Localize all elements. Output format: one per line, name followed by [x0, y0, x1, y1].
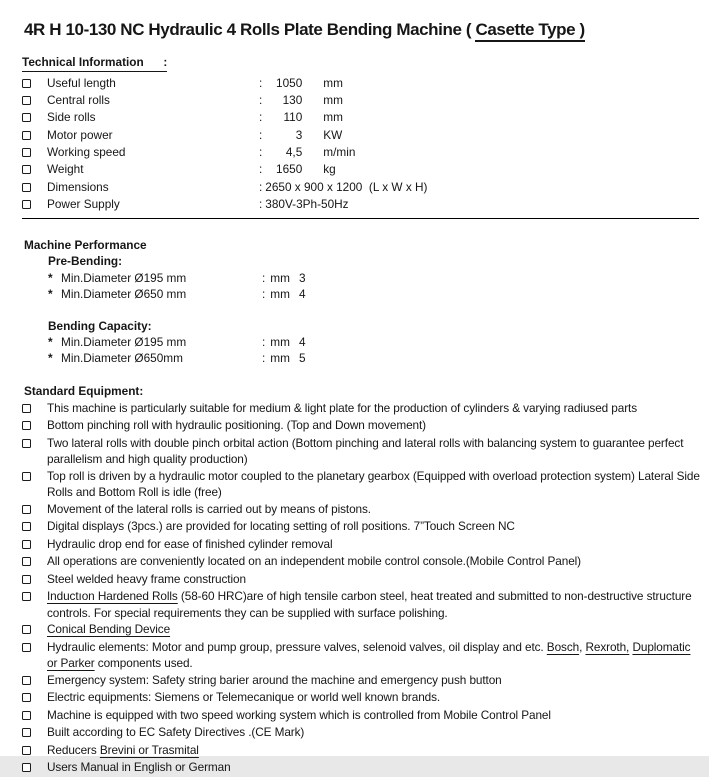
underlined-text-segment: Brevini or Trasmital	[99, 742, 199, 757]
colon-separator: :	[262, 351, 266, 366]
equipment-text	[47, 553, 702, 571]
text-segment: Steel welded heavy frame construction	[47, 571, 246, 586]
spec-label: Dimensions	[47, 179, 109, 194]
bullet-cell	[22, 435, 47, 468]
underlined-text-segment: Rexroth,	[585, 639, 630, 654]
equipment-item	[22, 672, 702, 690]
equipment-item	[22, 571, 702, 589]
performance-unit: mm	[270, 270, 290, 285]
spec-label: Side rolls	[47, 110, 96, 125]
performance-row	[22, 270, 702, 286]
underlined-text-segment: Inductıon Hardened Rolls	[47, 589, 178, 604]
bullet-square-icon	[22, 676, 31, 685]
bullet-square-icon	[22, 165, 31, 174]
performance-value: 5	[298, 351, 306, 366]
equipment-item	[22, 707, 702, 725]
bullet-square-icon	[22, 404, 31, 413]
technical-row	[22, 179, 702, 196]
performance-row	[22, 334, 702, 350]
bullet-square-icon	[22, 540, 31, 549]
colon-separator: :	[259, 93, 263, 108]
colon-separator: :	[259, 196, 263, 211]
bullet-square-icon	[22, 693, 31, 702]
bullet-cell	[22, 144, 47, 161]
equipment-item	[22, 689, 702, 707]
equipment-item	[22, 417, 702, 435]
text-segment: Movement of the lateral rolls is carried out by means of pistons.	[47, 501, 371, 516]
technical-row	[22, 161, 702, 178]
spec-label: Useful length	[47, 75, 116, 90]
bullet-square-icon	[22, 421, 31, 430]
bullet-cell	[22, 707, 47, 725]
equipment-item	[22, 518, 702, 536]
equipment-text	[47, 672, 702, 690]
text-segment: Reducers	[47, 742, 100, 757]
bullet-square-icon	[22, 557, 31, 566]
text-segment: All operations are conveniently located on an independent mobile control console.(Mobile Control Panel)	[47, 554, 581, 569]
colon-separator: :	[259, 179, 263, 194]
spec-value-group	[259, 144, 702, 161]
bullet-cell	[22, 92, 47, 109]
performance-group	[22, 318, 702, 367]
equipment-text	[47, 639, 702, 672]
bullet-cell	[22, 689, 47, 707]
bullet-cell	[22, 417, 47, 435]
text-segment: Built according to EC Safety Directives .(CE Mark)	[47, 725, 305, 740]
spec-value: 380V-3Ph-50Hz	[265, 196, 349, 211]
bullet-square-icon	[22, 472, 31, 481]
performance-label: Min.Diameter Ø650mm	[61, 351, 183, 366]
performance-row	[22, 350, 702, 366]
colon-separator: :	[259, 144, 263, 159]
colon-separator: :	[259, 162, 263, 177]
equipment-text	[47, 759, 702, 777]
document-title-underlined: Casette Type )	[475, 20, 584, 42]
bullet-square-icon	[22, 522, 31, 531]
text-segment: Hydraulic elements: Motor and pump group, pressure valves, selenoid valves, oil display and etc.	[47, 639, 547, 654]
equipment-item	[22, 742, 702, 760]
colon-separator: :	[262, 287, 266, 302]
performance-value: 4	[298, 334, 306, 349]
bullet-cell	[22, 553, 47, 571]
spec-value: 1650	[276, 162, 303, 177]
technical-information-section	[22, 54, 702, 72]
spec-value-group	[259, 75, 702, 92]
bullet-cell	[22, 759, 47, 777]
standard-equipment-list	[22, 400, 702, 777]
technical-information-list	[22, 75, 702, 213]
bullet-square-icon	[22, 148, 31, 157]
equipment-text	[47, 435, 702, 468]
spec-unit: mm	[323, 93, 343, 108]
performance-unit: mm	[270, 351, 290, 366]
machine-performance-list	[22, 253, 702, 366]
performance-label: Min.Diameter Ø195 mm	[61, 334, 187, 349]
bullet-cell	[22, 400, 47, 418]
spec-value: 2650 x 900 x 1200 (L x W x H)	[265, 179, 428, 194]
spec-label: Weight	[47, 162, 84, 177]
equipment-text	[47, 621, 702, 639]
bullet-cell	[22, 621, 47, 639]
spec-value: 110	[283, 110, 303, 125]
bullet-cell	[22, 536, 47, 554]
equipment-item	[22, 588, 702, 621]
text-segment: ,	[579, 639, 586, 654]
bullet-cell	[22, 518, 47, 536]
spec-label: Working speed	[47, 144, 126, 159]
performance-unit: mm	[270, 287, 290, 302]
underlined-text-segment: Conical Bending Device	[47, 622, 171, 637]
spec-value-group	[259, 109, 702, 126]
performance-label: Min.Diameter Ø650 mm	[61, 287, 187, 302]
colon-separator: :	[259, 110, 263, 125]
performance-label: Min.Diameter Ø195 mm	[61, 270, 187, 285]
standard-equipment-heading: Standard Equipment:	[24, 383, 144, 398]
text-segment: Users Manual in English or German	[47, 760, 231, 775]
performance-group-heading: Bending Capacity:	[48, 318, 152, 333]
technical-row	[22, 92, 702, 109]
bullet-cell	[22, 588, 47, 621]
asterisk-marker: *	[48, 287, 53, 302]
bullet-cell	[22, 75, 47, 92]
technical-row	[22, 144, 702, 161]
spec-value-group	[259, 161, 702, 178]
bullet-cell	[22, 196, 47, 213]
equipment-text	[47, 518, 702, 536]
spec-value-group	[259, 179, 702, 196]
text-segment: (58-60 HRC)are of high tensile carbon steel, heat treated and submitted to non-destructive structure controls. For special requirements they can be supplied with surface polishing.	[47, 589, 692, 620]
text-segment: Bottom pinching roll with hydraulic positioning. (Top and Down movement)	[47, 418, 427, 433]
text-segment: Electric equipments: Siemens or Telemecanique or world well known brands.	[47, 690, 441, 705]
bullet-cell	[22, 639, 47, 672]
underlined-text-segment: Duplomatic or Parker	[47, 639, 691, 671]
section-divider	[22, 218, 699, 219]
spec-label: Central rolls	[47, 93, 110, 108]
bullet-square-icon	[22, 746, 31, 755]
equipment-item	[22, 639, 702, 672]
equipment-item	[22, 400, 702, 418]
technical-row	[22, 196, 702, 213]
technical-row	[22, 127, 702, 144]
bullet-square-icon	[22, 439, 31, 448]
spec-unit: m/min	[323, 144, 356, 159]
bullet-square-icon	[22, 592, 31, 601]
equipment-text	[47, 468, 702, 501]
equipment-text	[47, 400, 702, 418]
colon-separator: :	[259, 127, 263, 142]
spec-unit: mm	[323, 110, 343, 125]
colon-separator: :	[262, 334, 266, 349]
bullet-square-icon	[22, 643, 31, 652]
equipment-text	[47, 536, 702, 554]
spec-label: Motor power	[47, 127, 113, 142]
bullet-cell	[22, 501, 47, 519]
bullet-cell	[22, 161, 47, 178]
bullet-square-icon	[22, 79, 31, 88]
text-segment: components used.	[94, 656, 193, 671]
colon-separator: :	[262, 270, 266, 285]
performance-value: 3	[298, 270, 306, 285]
underlined-text-segment: Bosch	[546, 639, 580, 654]
equipment-item	[22, 621, 702, 639]
bullet-square-icon	[22, 183, 31, 192]
performance-group	[22, 253, 702, 302]
technical-information-heading: Technical Information :	[22, 54, 167, 72]
equipment-text	[47, 742, 702, 760]
asterisk-marker: *	[48, 270, 53, 285]
bullet-cell	[22, 179, 47, 196]
bullet-square-icon	[22, 200, 31, 209]
equipment-item	[22, 435, 702, 468]
spec-unit: mm	[323, 75, 343, 90]
equipment-item	[22, 759, 702, 777]
bullet-cell	[22, 127, 47, 144]
bullet-cell	[22, 672, 47, 690]
text-segment: Machine is equipped with two speed working system which is controlled from Mobile Control Panel	[47, 707, 551, 722]
bullet-cell	[22, 724, 47, 742]
text-segment: Emergency system: Safety string barier around the machine and emergency push button	[47, 672, 502, 687]
bullet-square-icon	[22, 96, 31, 105]
spec-value: 130	[282, 93, 303, 108]
equipment-text	[47, 689, 702, 707]
spec-unit: KW	[323, 127, 343, 142]
bullet-cell	[22, 468, 47, 501]
text-segment: Two lateral rolls with double pinch orbital action (Bottom pinching and lateral rolls with balancing system to guarantee perfect parallelism and high quality production)	[47, 435, 684, 467]
asterisk-marker: *	[48, 334, 53, 349]
bullet-square-icon	[22, 131, 31, 140]
bullet-square-icon	[22, 113, 31, 122]
asterisk-marker: *	[48, 351, 53, 366]
bullet-square-icon	[22, 625, 31, 634]
text-segment: Hydraulic drop end for ease of finished cylinder removal	[47, 536, 333, 551]
text-segment: This machine is particularly suitable for medium & light plate for the production of cylinders & varying radiused parts	[47, 400, 638, 415]
document-title	[24, 18, 702, 41]
machine-performance-heading: Machine Performance	[24, 238, 147, 253]
bullet-square-icon	[22, 505, 31, 514]
text-segment: Digital displays (3pcs.) are provided for locating setting of roll positions. 7”Touch Screen NC	[47, 519, 515, 534]
performance-value: 4	[298, 287, 306, 302]
equipment-text	[47, 501, 702, 519]
spec-value-group	[259, 92, 702, 109]
technical-row	[22, 109, 702, 126]
bullet-cell	[22, 571, 47, 589]
bullet-square-icon	[22, 763, 31, 772]
equipment-text	[47, 588, 702, 621]
bullet-cell	[22, 742, 47, 760]
equipment-item	[22, 468, 702, 501]
performance-row	[22, 286, 702, 302]
colon-separator: :	[259, 75, 263, 90]
performance-group-heading: Pre-Bending:	[48, 254, 123, 269]
text-segment: Top roll is driven by a hydraulic motor coupled to the planetary gearbox (Equipped with overload protection system) Lateral Side Rolls and Bottom Roll is idle (free)	[47, 468, 700, 500]
spec-value: 3	[295, 127, 303, 142]
bullet-square-icon	[22, 711, 31, 720]
spec-value: 4,5	[285, 144, 303, 159]
equipment-item	[22, 553, 702, 571]
bullet-cell	[22, 109, 47, 126]
spec-value-group	[259, 127, 702, 144]
technical-row	[22, 75, 702, 92]
equipment-item	[22, 501, 702, 519]
equipment-text	[47, 724, 702, 742]
equipment-item	[22, 724, 702, 742]
equipment-text	[47, 707, 702, 725]
spec-unit: kg	[323, 162, 336, 177]
spec-value-group	[259, 196, 702, 213]
bullet-square-icon	[22, 575, 31, 584]
equipment-text	[47, 417, 702, 435]
spec-label: Power Supply	[47, 196, 120, 211]
bullet-square-icon	[22, 728, 31, 737]
equipment-item	[22, 536, 702, 554]
spec-value: 1050	[276, 75, 303, 90]
document-title-plain: 4R H 10-130 NC Hydraulic 4 Rolls Plate Bending Machine (	[24, 20, 476, 39]
equipment-text	[47, 571, 702, 589]
performance-unit: mm	[270, 334, 290, 349]
